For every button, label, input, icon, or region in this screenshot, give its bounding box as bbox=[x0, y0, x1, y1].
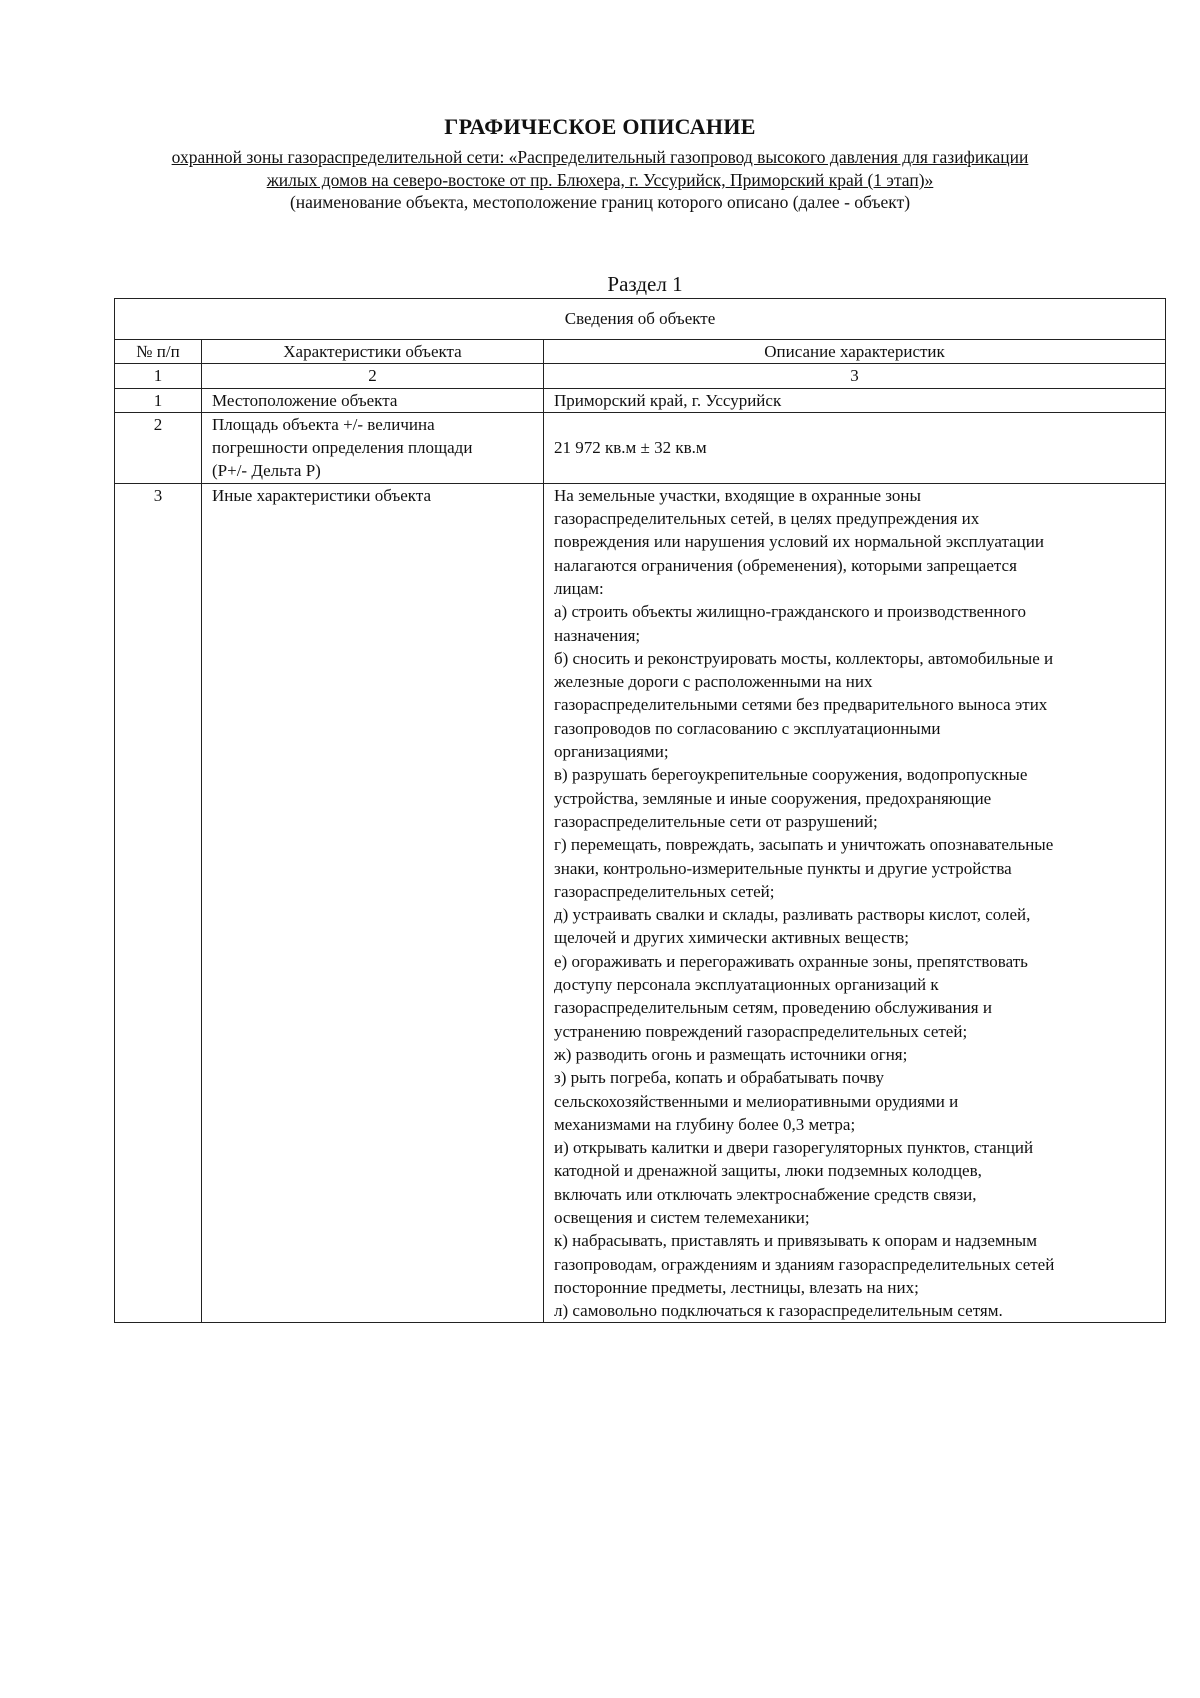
object-name-line-2: жилых домов на северо-востоке от пр. Блюхера, г. Уссурийск, Приморский край (1 этап)» bbox=[266, 170, 934, 190]
restriction-line: посторонние предметы, лестницы, влезать на них; bbox=[554, 1277, 919, 1297]
restriction-line: налагаются ограничения (обременения), которыми запрещается bbox=[554, 555, 1017, 575]
row-description: Приморский край, г. Уссурийск bbox=[544, 388, 1166, 412]
restriction-line: включать или отключать электроснабжение средств связи, bbox=[554, 1184, 977, 1204]
restriction-line: лицам: bbox=[554, 578, 604, 598]
restriction-line: газопроводам, ограждениям и зданиям газораспределительных сетей bbox=[554, 1254, 1055, 1274]
restriction-line: г) перемещать, повреждать, засыпать и уничтожать опознавательные bbox=[554, 835, 1054, 855]
restriction-line: На земельные участки, входящие в охранные зоны bbox=[554, 485, 921, 505]
characteristic-line: погрешности определения площади bbox=[212, 438, 473, 458]
restriction-line: газораспределительных сетей, в целях предупреждения их bbox=[554, 509, 980, 529]
column-number-2: 2 bbox=[202, 364, 544, 388]
row-number: 1 bbox=[115, 388, 202, 412]
object-info-table bbox=[114, 298, 1166, 1323]
section-title: Раздел 1 bbox=[607, 272, 683, 296]
object-name-line-1: охранной зоны газораспределительной сети: «Распределительный газопровод высокого давления для газификации bbox=[171, 147, 1029, 167]
row-description: 21 972 кв.м ± 32 кв.м bbox=[544, 412, 1166, 483]
restriction-line: ж) разводить огонь и размещать источники огня; bbox=[554, 1044, 908, 1064]
restriction-line: к) набрасывать, приставлять и привязывать к опорам и надземным bbox=[554, 1231, 1037, 1251]
restriction-line: в) разрушать берегоукрепительные сооружения, водопропускные bbox=[554, 765, 1028, 785]
object-name-caption: (наименование объекта, местоположение границ которого описано (далее - объект) bbox=[289, 192, 911, 212]
restriction-line: механизмами на глубину более 0,3 метра; bbox=[554, 1114, 856, 1134]
restriction-line: и) открывать калитки и двери газорегуляторных пунктов, станций bbox=[554, 1138, 1034, 1158]
restriction-line: катодной и дренажной защиты, люки подземных колодцев, bbox=[554, 1161, 982, 1181]
column-number-1: 1 bbox=[115, 364, 202, 388]
table-row bbox=[115, 483, 1166, 1323]
restriction-line: газопроводов по согласованию с эксплуатационными bbox=[554, 718, 941, 738]
column-number-3: 3 bbox=[544, 364, 1166, 388]
row-characteristic bbox=[202, 412, 544, 483]
row-number: 3 bbox=[115, 483, 202, 1323]
restriction-line: з) рыть погреба, копать и обрабатывать почву bbox=[554, 1068, 884, 1088]
restriction-line: доступу персонала эксплуатационных организаций к bbox=[554, 975, 939, 995]
column-numbers-row bbox=[115, 364, 1166, 388]
restriction-line: газораспределительные сети от разрушений; bbox=[554, 811, 878, 831]
restriction-line: освещения и систем телемеханики; bbox=[554, 1207, 810, 1227]
document-title: ГРАФИЧЕСКОЕ ОПИСАНИЕ bbox=[444, 114, 756, 139]
row-number: 2 bbox=[115, 412, 202, 483]
row-description bbox=[544, 483, 1166, 1323]
column-header-description: Описание характеристик bbox=[544, 340, 1166, 364]
restriction-line: знаки, контрольно-измерительные пункты и другие устройства bbox=[554, 858, 1012, 878]
table-header: Сведения об объекте bbox=[115, 299, 1166, 340]
restriction-line: б) сносить и реконструировать мосты, коллекторы, автомобильные и bbox=[554, 648, 1054, 668]
column-headers-row bbox=[115, 340, 1166, 364]
restriction-line: е) огораживать и перегораживать охранные зоны, препятствовать bbox=[554, 951, 1028, 971]
restriction-line: л) самовольно подключаться к газораспределительным сетям. bbox=[554, 1301, 1003, 1321]
restriction-line: устранению повреждений газораспределительных сетей; bbox=[554, 1021, 968, 1041]
column-header-characteristic: Характеристики объекта bbox=[202, 340, 544, 364]
restriction-line: а) строить объекты жилищно-гражданского и производственного bbox=[554, 602, 1026, 622]
row-characteristic: Местоположение объекта bbox=[202, 388, 544, 412]
object-name bbox=[110, 146, 1090, 192]
characteristic-line: Площадь объекта +/- величина bbox=[212, 414, 435, 434]
table-row bbox=[115, 388, 1166, 412]
column-header-number: № п/п bbox=[115, 340, 202, 364]
restriction-line: назначения; bbox=[554, 625, 641, 645]
restriction-line: железные дороги с расположенными на них bbox=[554, 672, 873, 692]
characteristic-line: (Р+/- Дельта Р) bbox=[212, 461, 321, 481]
restriction-line: д) устраивать свалки и склады, разливать растворы кислот, солей, bbox=[554, 905, 1031, 925]
restriction-line: устройства, земляные и иные сооружения, предохраняющие bbox=[554, 788, 992, 808]
restriction-line: щелочей и других химически активных веществ; bbox=[554, 928, 909, 948]
table-header-row bbox=[115, 299, 1166, 340]
table-row bbox=[115, 412, 1166, 483]
restriction-line: газораспределительными сетями без предварительного выноса этих bbox=[554, 695, 1048, 715]
row-characteristic: Иные характеристики объекта bbox=[202, 483, 544, 1323]
restriction-line: сельскохозяйственными и мелиоративными орудиями и bbox=[554, 1091, 959, 1111]
restriction-line: газораспределительным сетям, проведению обслуживания и bbox=[554, 998, 992, 1018]
restriction-line: организациями; bbox=[554, 742, 669, 762]
restriction-line: газораспределительных сетей; bbox=[554, 881, 775, 901]
restriction-line: повреждения или нарушения условий их нормальной эксплуатации bbox=[554, 532, 1044, 552]
